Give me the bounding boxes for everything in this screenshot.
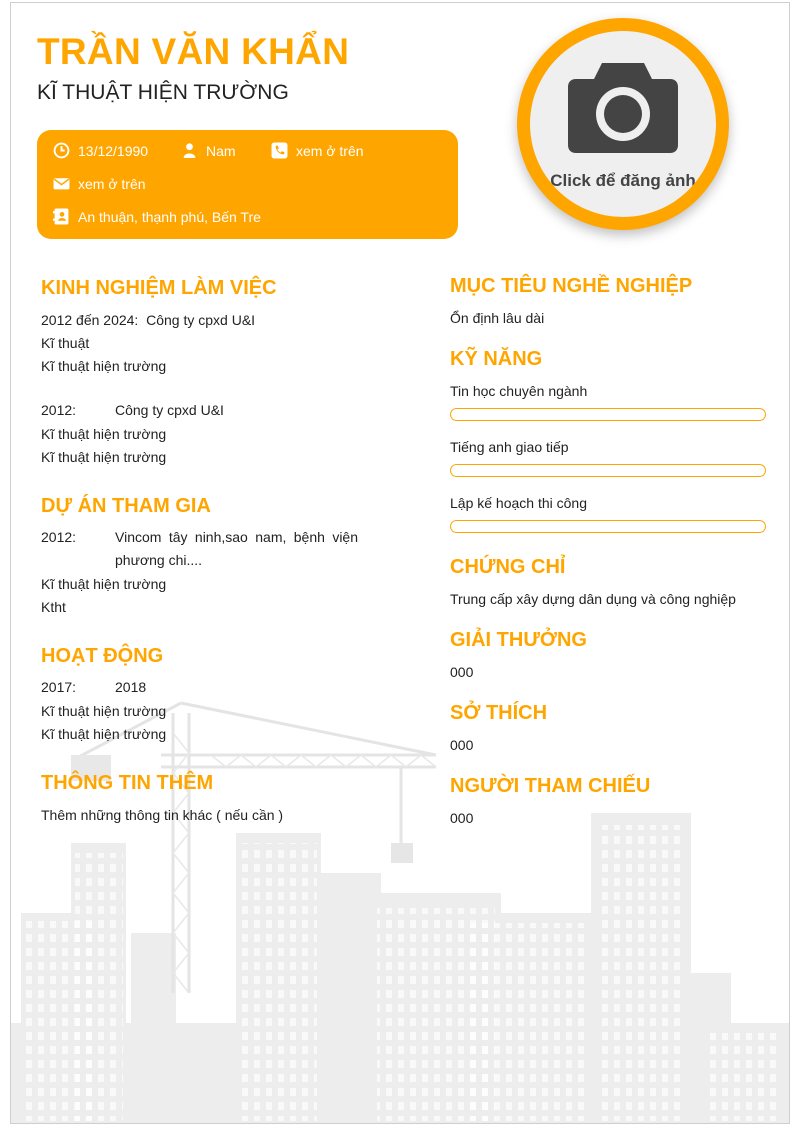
experience-entry-2-time: 2012:	[41, 402, 77, 418]
skill-bar-1	[450, 408, 766, 421]
contact-info-box	[37, 130, 458, 239]
gender-item	[181, 142, 236, 159]
skills-title: KỸ NĂNG	[450, 348, 543, 370]
address-item	[53, 208, 261, 225]
experience-entry-1-description: Kĩ thuật hiện trường	[41, 358, 167, 374]
certificates-text: Trung cấp xây dựng dân dụng và công nghiệp	[450, 591, 736, 607]
photo-placeholder[interactable]	[530, 31, 716, 217]
activity-entry-description: Kĩ thuật hiện trường	[41, 726, 167, 742]
more-info-title: THÔNG TIN THÊM	[41, 772, 214, 794]
gender-value: Nam	[206, 142, 236, 159]
experience-entry-2-company: Công ty cpxd U&I	[115, 402, 224, 418]
references-title: NGƯỜI THAM CHIẾU	[450, 775, 651, 797]
project-entry-header	[41, 526, 358, 572]
project-entry-name: Vincom tây ninh,sao nam, bệnh viện phương chi....	[115, 529, 358, 568]
hobbies-text: 000	[450, 737, 474, 753]
project-entry-description: Ktht	[41, 599, 66, 615]
birthday-item	[53, 142, 148, 159]
skyline-illustration	[11, 693, 789, 1123]
projects-title: DỰ ÁN THAM GIA	[41, 495, 211, 517]
skill-bar-2	[450, 464, 766, 477]
camera-icon	[566, 59, 680, 157]
experience-entry-2-header	[41, 399, 358, 422]
project-entry-role: Kĩ thuật hiện trường	[41, 576, 167, 592]
experience-entry-1-company: Công ty cpxd U&I	[146, 312, 256, 328]
experience-entry-1-time: 2012 đến 2024:	[41, 312, 139, 328]
experience-entry-2-description: Kĩ thuật hiện trường	[41, 449, 167, 465]
skill-bar-3	[450, 520, 766, 533]
activity-entry-role: Kĩ thuật hiện trường	[41, 703, 167, 719]
address-book-icon	[53, 208, 70, 225]
experience-entry-1-position: Kĩ thuật	[41, 335, 90, 351]
email-item	[53, 175, 146, 192]
envelope-icon	[53, 175, 70, 192]
experience-entry-1-header	[41, 312, 255, 328]
activity-entry-header	[41, 676, 358, 699]
birthday-value: 13/12/1990	[78, 142, 149, 159]
more-info-text: Thêm những thông tin khác ( nếu cần )	[41, 807, 284, 823]
clock-icon	[53, 142, 70, 159]
email-value: xem ở trên	[78, 175, 146, 192]
certificates-title: CHỨNG CHỈ	[450, 556, 566, 578]
objective-title: MỤC TIÊU NGHỀ NGHIỆP	[450, 275, 693, 297]
awards-title: GIẢI THƯỞNG	[450, 629, 587, 651]
user-icon	[181, 142, 198, 159]
phone-icon	[271, 142, 288, 159]
cv-page	[10, 2, 790, 1124]
activity-entry-time: 2017:	[41, 679, 77, 695]
project-entry-time: 2012:	[41, 529, 77, 545]
photo-upload-label: Click để đăng ảnh	[550, 171, 696, 190]
phone-item	[271, 142, 364, 159]
photo-upload[interactable]	[517, 18, 729, 230]
awards-text: 000	[450, 664, 474, 680]
objective-text: Ổn định lâu dài	[450, 310, 545, 326]
references-text: 000	[450, 810, 474, 826]
candidate-name: TRẦN VĂN KHẨN	[37, 31, 350, 72]
hobbies-title: SỞ THÍCH	[450, 702, 548, 724]
experience-title: KINH NGHIỆM LÀM VIỆC	[41, 277, 277, 299]
skill-name-2: Tiếng anh giao tiếp	[450, 439, 569, 455]
address-value: An thuận, thạnh phú, Bến Tre	[78, 208, 261, 225]
activity-entry-name: 2018	[115, 679, 147, 695]
activities-title: HOẠT ĐỘNG	[41, 645, 164, 667]
phone-value: xem ở trên	[296, 142, 364, 159]
experience-entry-2-position: Kĩ thuật hiện trường	[41, 426, 167, 442]
job-title: KĨ THUẬT HIỆN TRƯỜNG	[37, 81, 289, 104]
skill-name-1: Tin học chuyên ngành	[450, 383, 588, 399]
skill-name-3: Lập kế hoạch thi công	[450, 495, 587, 511]
